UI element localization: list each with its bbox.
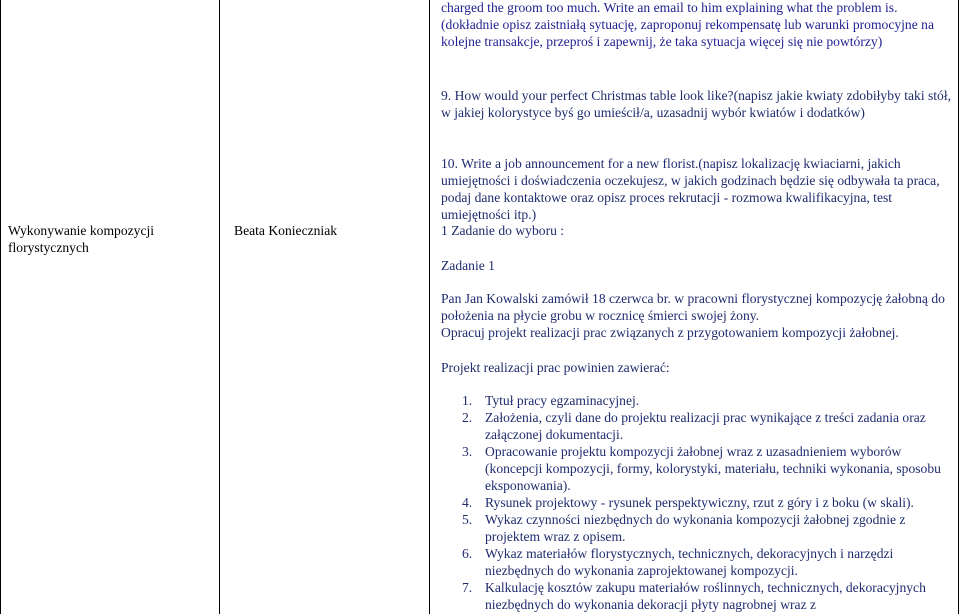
- question-10-rest: (napisz lokalizację kwiaciarni, jakich umiejętności i doświadczenia oczekujesz, w jakich godzinach będzie się odbywała ta praca, podaj dane kontaktowe oraz opisz proces rekrutacji - rozmowa kwalifikacyjna, test umiejętności itp.): [441, 156, 940, 222]
- table-border-right: [958, 0, 959, 614]
- project-intro: Projekt realizacji prac powinien zawierać:: [441, 360, 670, 375]
- list-item: 7. Kalkulację kosztów zakupu materiałów roślinnych, technicznych, dekoracyjnych niezbędnych do wykonania dekoracji płyty nagrobnej wraz z: [462, 580, 926, 612]
- table-border-col1: [219, 0, 220, 614]
- requirements-list: [441, 392, 953, 613]
- list-item: 2. Założenia, czyli dane do projektu realizacji prac wynikające z treści zadania oraz załączonej dokumentacji.: [462, 410, 926, 442]
- task-choice: 1 Zadanie do wyboru :: [441, 223, 565, 238]
- task-title: Zadanie 1: [441, 258, 495, 273]
- list-item: 6. Wykaz materiałów florystycznych, technicznych, dekoracyjnych i narzędzi niezbędnych do wykonania zaprojektowanej kompozycji.: [462, 546, 894, 578]
- question-10: [441, 155, 953, 223]
- list-item: 4. Rysunek projektowy - rysunek perspektywiczny, rzut z góry i z boku (w skali).: [462, 495, 914, 510]
- task-instruction: Opracuj projekt realizacji prac związanych z przygotowaniem kompozycji żałobnej.: [441, 325, 899, 340]
- intro-paragraph: [441, 0, 953, 50]
- task-description: Pan Jan Kowalski zamówił 18 czerwca br. w pracowni florystycznej kompozycję żałobną do położenia na płycie grobu w rocznicę śmierci swojej żony.: [441, 291, 945, 323]
- subject-cell: Wykonywanie kompozycji florystycznych: [8, 223, 155, 255]
- table-border-col2: [429, 0, 430, 614]
- question-10-lead: 10. Write a job announcement for a new florist.: [441, 156, 699, 171]
- teacher-cell: Beata Konieczniak: [234, 223, 338, 238]
- list-item: 5. Wykaz czynności niezbędnych do wykonania kompozycji żałobnej zgodnie z projektem wraz z opisem.: [462, 512, 906, 544]
- question-9-rest: (napisz jakie kwiaty zdobiłyby taki stół, w jakiej kolorystyce byś go umieścił/a, uzasadnij wybór kwiatów i dodatków): [441, 88, 952, 120]
- list-item: 1. Tytuł pracy egzaminacyjnej.: [462, 393, 640, 408]
- question-9-lead: 9. How would your perfect Christmas table look like?: [441, 88, 734, 103]
- table-border-left: [0, 0, 1, 614]
- question-9: [441, 87, 953, 121]
- intro-text: charged the groom too much. Write an email to him explaining what the problem is.(dokładnie opisz zaistniałą sytuację, zaproponuj rekompensatę lub warunki promocyjne na kolejne transakcje, przeproś i zapewnij, że taka sytuacja więcej się nie powtórzy): [441, 0, 934, 49]
- list-item: 3. Opracowanie projektu kompozycji żałobnej wraz z uzasadnieniem wyborów (koncepcji kompozycji, formy, kolorystyki, materiału, techniki wykonania, sposobu eksponowania).: [462, 444, 941, 493]
